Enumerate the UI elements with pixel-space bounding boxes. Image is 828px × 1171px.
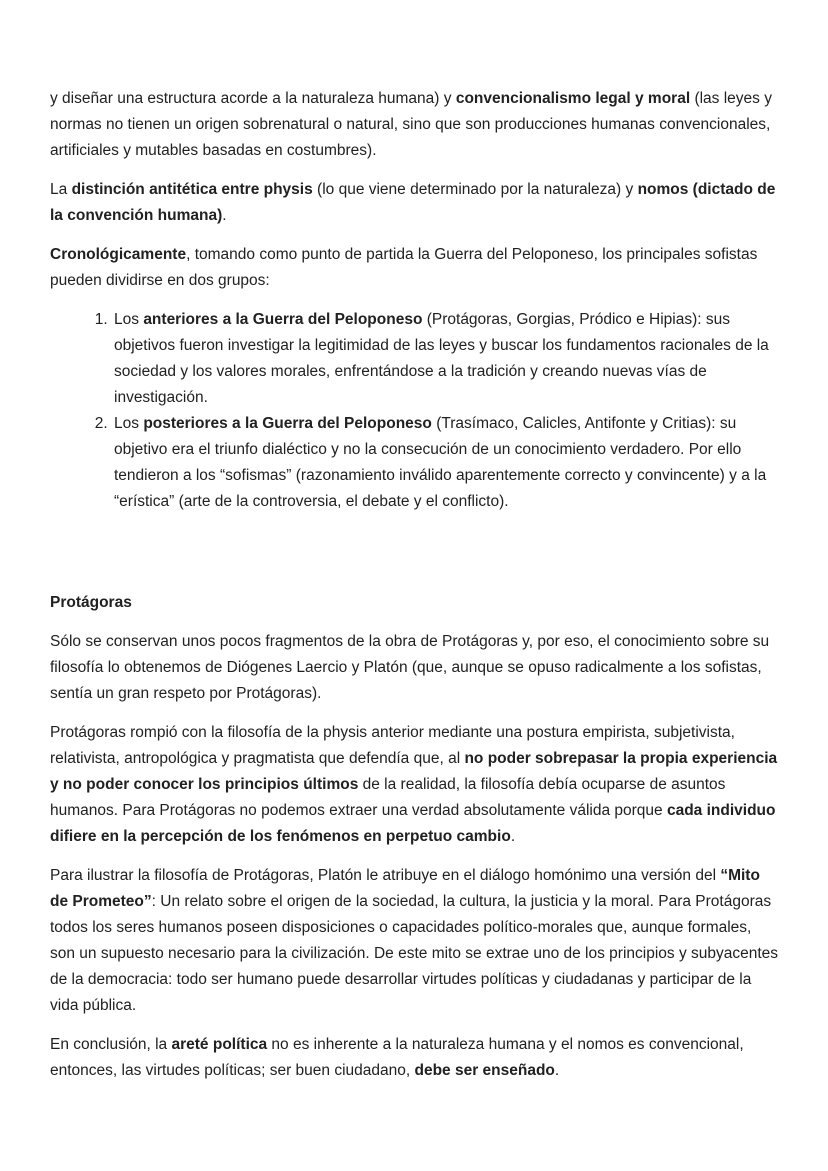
text-run: y diseñar una estructura acorde a la naturaleza humana) y: [50, 90, 456, 107]
bold-text-run: distinción antitética entre physis: [71, 181, 313, 198]
list-item: [112, 307, 780, 411]
text-run: no es inherente a la naturaleza humana y el nomos es convencional, entonces, las virtudes políticas; ser buen ciudadano,: [50, 1036, 744, 1079]
bold-text-run: Protágoras: [50, 594, 132, 611]
numbered-list: [50, 307, 780, 515]
bold-text-run: convencionalismo legal y moral: [455, 90, 691, 107]
text-run: (Protágoras, Gorgias, Pródico e Hipias): sus objetivos fueron investigar la legitimidad de las leyes y buscar los fundamentos racionales de la sociedad y los valores morales, enfrentándose a la tradición y creando nuevas vías de investigación.: [114, 311, 769, 406]
text-run: Sólo se conservan unos pocos fragmentos de la obra de Protágoras y, por eso, el conocimiento sobre su filosofía lo obtenemos de Diógenes Laercio y Platón (que, aunque se opuso radicalmente a los sofistas, sentía un gran respeto por Protágoras).: [50, 633, 770, 702]
bold-text-run: “Mito de Prometeo”: [50, 867, 760, 910]
section-heading: [50, 590, 780, 616]
bold-text-run: debe ser enseñado: [414, 1062, 555, 1079]
text-run: Protágoras rompió con la filosofía de la physis anterior mediante una postura empirista, subjetivista, relativista, antropológica y pragmatista que defendía que, al: [50, 724, 735, 767]
list-item: [112, 411, 780, 515]
section-spacer: [50, 528, 780, 590]
paragraph: [50, 863, 780, 1019]
bold-text-run: no poder sobrepasar la propia experiencia y no poder conocer los principios últimos: [50, 750, 778, 793]
bold-text-run: posteriores a la Guerra del Peloponeso: [143, 415, 432, 432]
text-run: Para ilustrar la filosofía de Protágoras, Platón le atribuye en el diálogo homónimo una versión del: [50, 867, 721, 884]
paragraph: [50, 177, 780, 229]
text-run: La: [50, 181, 72, 198]
text-run: , tomando como punto de partida la Guerra del Peloponeso, los principales sofistas pueden dividirse en dos grupos:: [50, 246, 758, 289]
paragraph: [50, 86, 780, 164]
text-run: de la realidad, la filosofía debía ocuparse de asuntos humanos. Para Protágoras no podemos extraer una verdad absolutamente válida porque: [50, 776, 726, 819]
text-run: .: [222, 207, 227, 224]
bold-text-run: nomos (dictado de la convención humana): [50, 181, 776, 224]
text-run: .: [510, 828, 516, 845]
text-run: Los: [114, 415, 144, 432]
paragraph: [50, 242, 780, 294]
text-run: Los: [114, 311, 144, 328]
bold-text-run: cada individuo difiere en la percepción de los fenómenos en perpetuo cambio: [50, 802, 776, 845]
bold-text-run: anteriores a la Guerra del Peloponeso: [143, 311, 423, 328]
bold-text-run: Cronológicamente: [50, 246, 187, 263]
text-run: : Un relato sobre el origen de la sociedad, la cultura, la justicia y la moral. Para Protágoras todos los seres humanos poseen disposiciones o capacidades político-morales que, aunque formales, son un supuesto necesario para la civilización. De este mito se extrae uno de los principios y subyacentes de la democracia: todo ser humano puede desarrollar virtudes políticas y ciudadanas y participar de la vida pública.: [50, 893, 779, 1014]
text-run: En conclusión, la: [50, 1036, 172, 1053]
bold-text-run: areté política: [171, 1036, 268, 1053]
document-body: [50, 86, 780, 1084]
text-run: .: [554, 1062, 560, 1079]
text-run: (lo que viene determinado por la naturaleza) y: [312, 181, 638, 198]
paragraph: [50, 1032, 780, 1084]
text-run: (las leyes y normas no tienen un origen sobrenatural o natural, sino que son producciones humanas convencionales, artificiales y mutables basadas en costumbres).: [50, 90, 772, 159]
paragraph: [50, 629, 780, 707]
text-run: (Trasímaco, Calicles, Antifonte y Critias): su objetivo era el triunfo dialéctico y no la consecución de un conocimiento verdadero. Por ello tendieron a los “sofismas” (razonamiento inválido aparentemente correcto y convincente) y a la “erística” (arte de la controversia, el debate y el conflicto).: [114, 415, 767, 510]
paragraph: [50, 720, 780, 850]
